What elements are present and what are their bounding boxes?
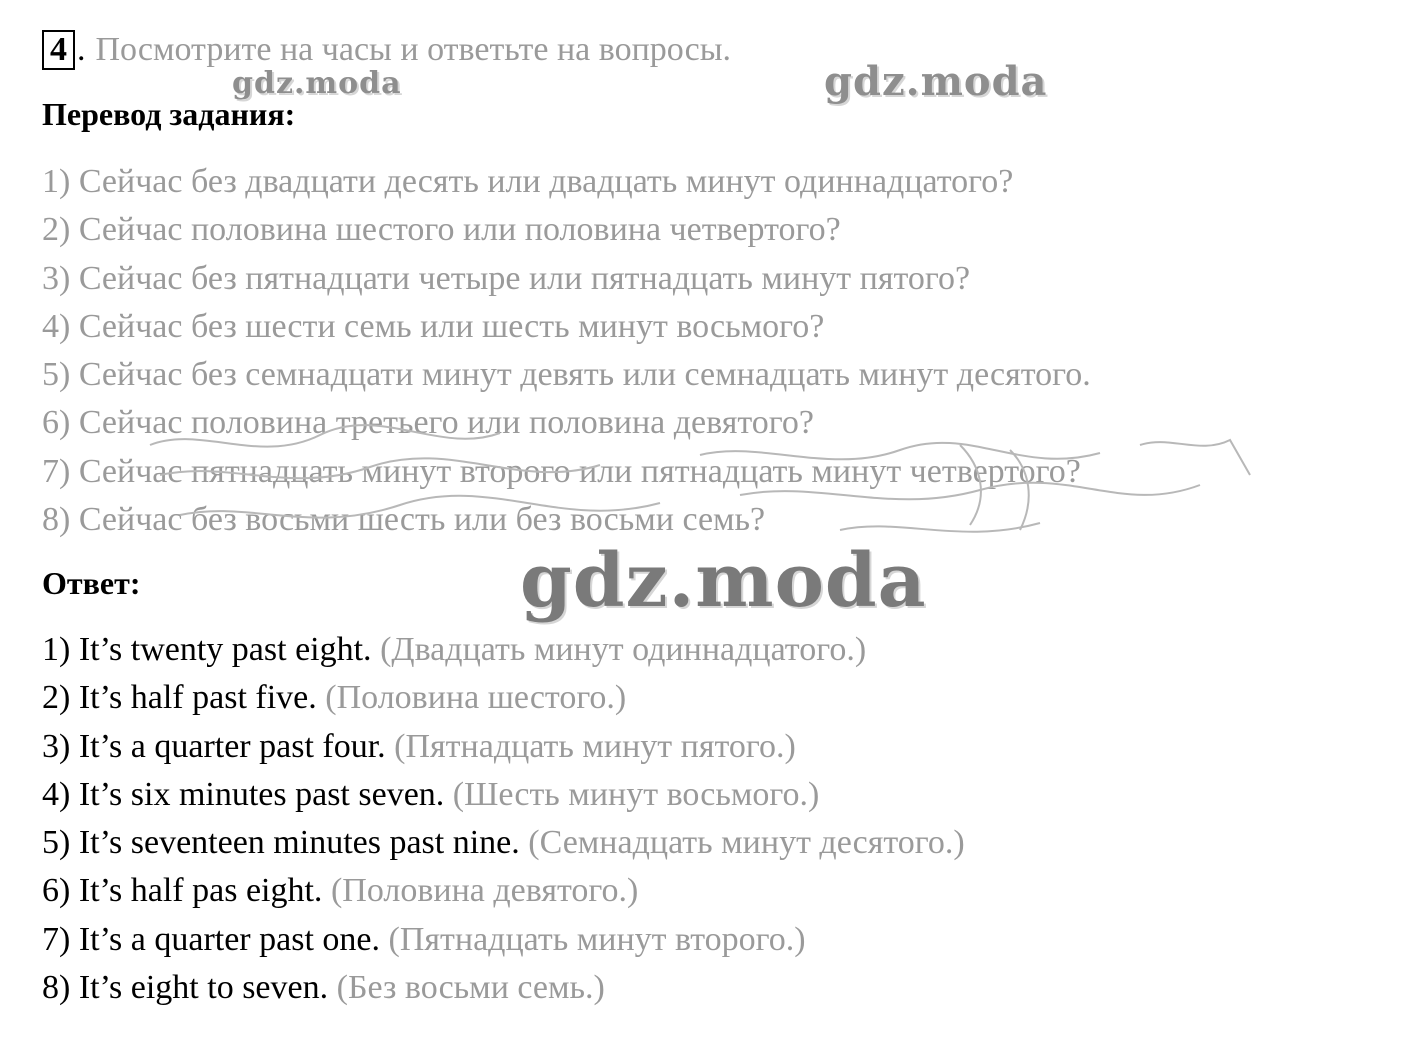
translation-item: 2) Сейчас половина шестого или половина четвертого? xyxy=(42,211,841,249)
translation-item: 3) Сейчас без пятнадцати четыре или пятнадцать минут пятого? xyxy=(42,259,971,297)
translation-item: 5) Сейчас без семнадцати минут девять или семнадцать минут десятого. xyxy=(42,356,1091,394)
answer-english: 4) It’s six minutes past seven. xyxy=(42,775,445,813)
answer-item xyxy=(42,964,965,1012)
answer-russian: (Половина девятого.) xyxy=(330,872,639,910)
translation-item: 1) Сейчас без двадцати десять или двадцать минут одиннадцатого? xyxy=(42,163,1014,200)
handwritten-scribble-overlay xyxy=(140,405,1270,555)
answer-russian: (Половина шестого.) xyxy=(325,679,627,717)
task-number-dot: . xyxy=(77,31,86,68)
translation-item: 8) Сейчас без восьми шесть или без восьми семь? xyxy=(42,501,766,539)
answer-english: 2) It’s half past five. xyxy=(42,679,317,717)
answer-russian: (Шесть минут восьмого.) xyxy=(452,775,820,813)
answer-heading: Ответ: xyxy=(42,565,141,601)
answer-russian: (Пятнадцать минут второго.) xyxy=(388,920,806,958)
answer-english: 8) It’s eight to seven. xyxy=(42,969,329,1007)
answer-english: 3) It’s a quarter past four. xyxy=(42,727,386,765)
answer-item xyxy=(42,819,965,867)
answer-item xyxy=(42,916,965,964)
task-number-box: 4 xyxy=(42,30,75,70)
answer-english: 6) It’s half pas eight. xyxy=(42,872,323,910)
answer-russian: (Двадцать минут одиннадцатого.) xyxy=(380,631,867,668)
watermark-logo: gdz.moda xyxy=(520,538,927,624)
answer-english: 1) It’s twenty past eight. xyxy=(42,631,372,668)
watermark-logo: gdz.moda xyxy=(824,58,1048,105)
answer-russian: (Пятнадцать минут пятого.) xyxy=(394,727,796,765)
answer-item xyxy=(42,867,965,915)
answer-list xyxy=(42,626,965,1012)
translation-heading: Перевод задания: xyxy=(42,96,296,132)
answer-item xyxy=(42,674,965,722)
task-instruction: Посмотрите на часы и ответьте на вопросы. xyxy=(95,31,732,68)
answer-item xyxy=(42,626,965,674)
answer-russian: (Без восьми семь.) xyxy=(336,969,605,1007)
translation-item: 7) Сейчас пятнадцать минут второго или пятнадцать минут четвертого? xyxy=(42,452,1081,490)
answer-russian: (Семнадцать минут десятого.) xyxy=(528,824,965,862)
answer-item xyxy=(42,771,965,819)
answer-english: 7) It’s a quarter past one. xyxy=(42,920,380,958)
translation-item: 6) Сейчас половина третьего или половина девятого? xyxy=(42,404,814,442)
translation-item: 4) Сейчас без шести семь или шесть минут восьмого? xyxy=(42,307,825,345)
answer-english: 5) It’s seventeen minutes past nine. xyxy=(42,824,520,862)
watermark-logo: gdz.moda xyxy=(232,66,402,101)
answer-item xyxy=(42,723,965,771)
